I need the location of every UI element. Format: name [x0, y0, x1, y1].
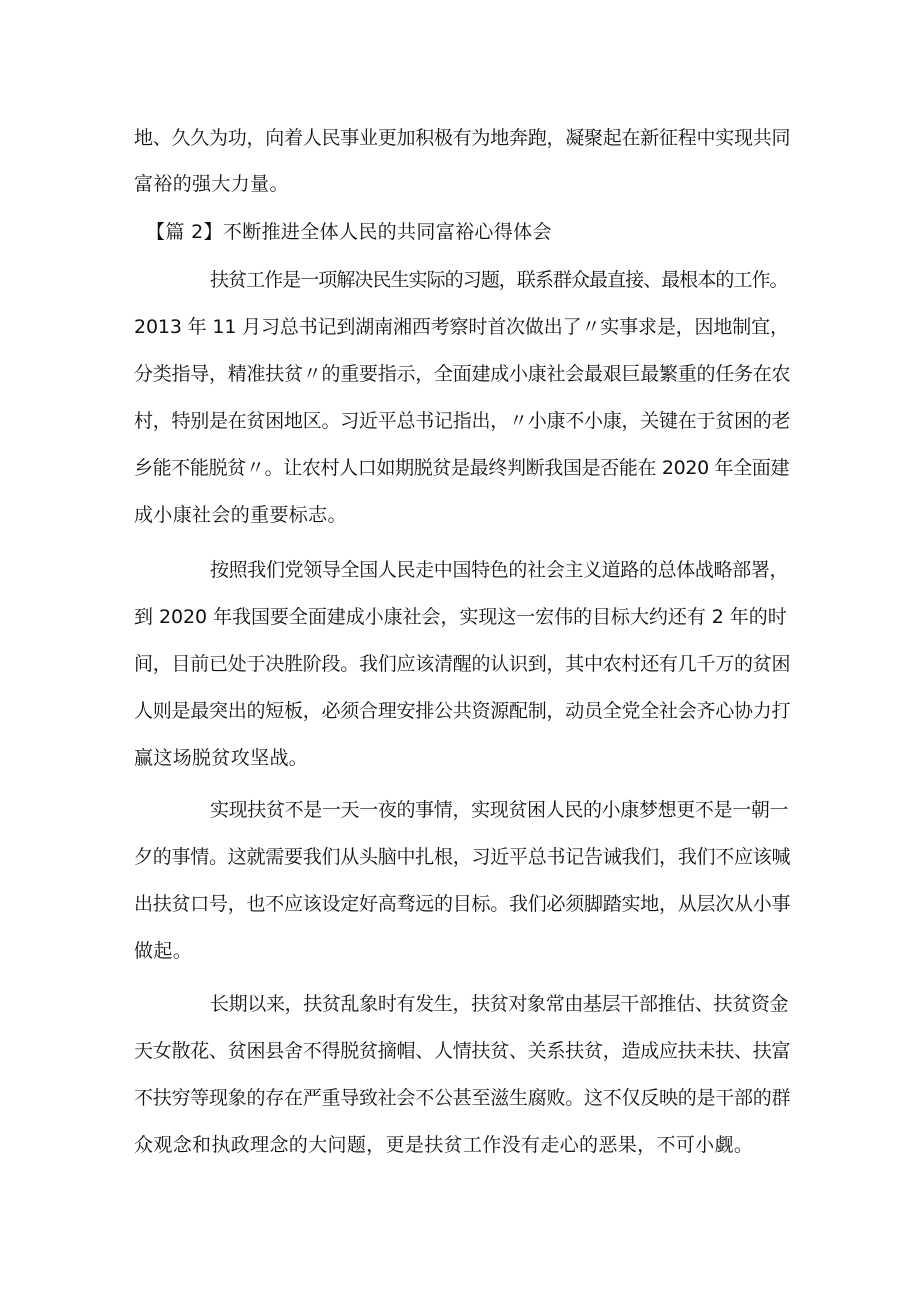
paragraph-line: 不扶穷等现象的存在严重导致社会不公甚至滋生腐败。这不仅反映的是干部的群: [134, 1087, 791, 1109]
paragraph-line: 按照我们党领导全国人民走中国特色的社会主义道路的总体战略部署，: [210, 559, 789, 581]
paragraph-line: 分类指导，精准扶贫〃的重要指示，全面建成小康社会最艰巨最繁重的任务在农: [134, 363, 791, 385]
paragraph-line: 成小康社会的重要标志。: [134, 504, 347, 526]
paragraph-line: 2013 年 11 月习总书记到湖南湘西考察时首次做出了〃实事求是，因地制宜，: [134, 316, 789, 338]
paragraph-line: 间，目前已处于决胜阶段。我们应该清醒的认识到，其中农村还有几千万的贫困: [134, 653, 791, 675]
continuation-line: 富裕的强大力量。: [134, 173, 289, 195]
paragraph-line: 做起。: [134, 940, 193, 962]
paragraph-line: 人则是最突出的短板，必须合理安排公共资源配制，动员全党全社会齐心协力打: [134, 700, 791, 722]
paragraph-line: 夕的事情。这就需要我们从头脑中扎根，习近平总书记告诫我们，我们不应该喊: [134, 846, 791, 868]
paragraph-line: 村，特别是在贫困地区。习近平总书记指出，〃小康不小康，关键在于贫困的老: [134, 410, 791, 432]
paragraph-line: 出扶贫口号，也不应该设定好高骛远的目标。我们必须脚踏实地，从层次从小事: [134, 893, 791, 915]
paragraph-line: 扶贫工作是一项解决民生实际的习题，联系群众最直接、最根本的工作。: [210, 269, 788, 291]
continuation-line: 地、久久为功，向着人民事业更加积极有为地奔跑，凝聚起在新征程中实现共同: [134, 127, 791, 149]
paragraph-line: 长期以来，扶贫乱象时有发生，扶贫对象常由基层干部推估、扶贫资金: [210, 993, 789, 1015]
paragraph-line: 众观念和执政理念的大问题，更是扶贫工作没有走心的恶果，不可小觑。: [134, 1134, 754, 1156]
paragraph-line: 到 2020 年我国要全面建成小康社会，实现这一宏伟的目标大约还有 2 年的时: [134, 606, 787, 628]
section-heading: 【篇 2】不断推进全体人民的共同富裕心得体会: [146, 221, 552, 243]
paragraph-line: 赢这场脱贫攻坚战。: [134, 747, 309, 769]
paragraph-line: 实现扶贫不是一天一夜的事情，实现贫困人民的小康梦想更不是一朝一: [210, 799, 789, 821]
paragraph-line: 乡能不能脱贫〃。让农村人口如期脱贫是最终判断我国是否能在 2020 年全面建: [134, 457, 790, 479]
paragraph-line: 天女散花、贫困县舍不得脱贫摘帽、人情扶贫、关系扶贫，造成应扶未扶、扶富: [134, 1040, 791, 1062]
